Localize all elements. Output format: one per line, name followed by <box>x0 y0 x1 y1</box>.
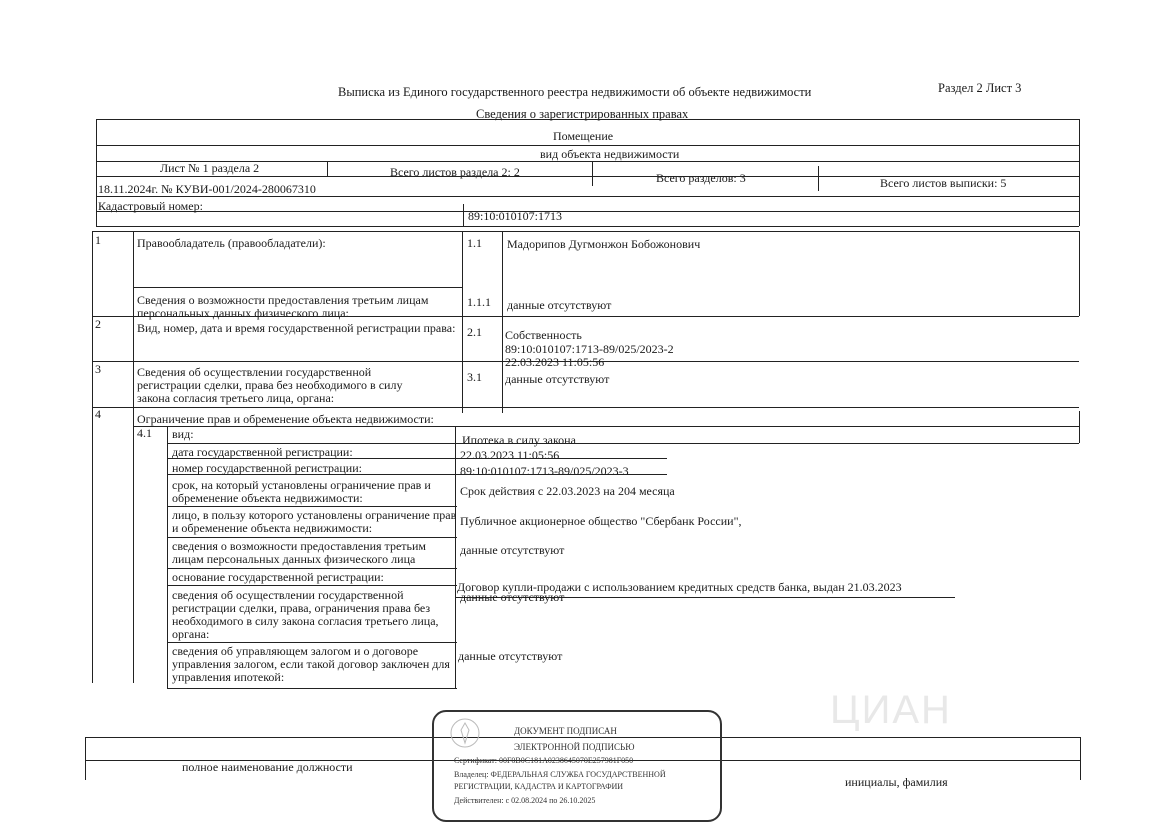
enc-consent-label: сведения об осуществлении государственной регистрации сделки, права, ограничения права без необходимого в силу закона согласия третьего лица, органа: <box>172 588 439 641</box>
enc-type-label: вид: <box>172 427 194 441</box>
consent-label: Сведения об осуществлении государственной регистрации сделки, права без необходимого в силу закона согласия третьего лица, органа: <box>137 365 403 405</box>
stamp-validity: Действителен: с 02.08.2024 по 26.10.2025 <box>454 796 596 805</box>
section-sheet: Раздел 2 Лист 3 <box>938 81 1022 95</box>
personal-data-label: Сведения о возможности предоставления третьим лицам персональных данных физического лица: <box>137 293 429 320</box>
document-subtitle: Сведения о зарегистрированных правах <box>476 107 689 121</box>
enc-pledge-manager-value: данные отсутствуют <box>458 649 563 663</box>
row-2-number: 2 <box>95 317 101 331</box>
total-sections: Всего разделов: 3 <box>656 171 746 185</box>
row-3-number: 3 <box>95 362 101 376</box>
document-reference: 18.11.2024г. № КУВИ-001/2024-280067310 <box>98 182 316 196</box>
watermark: ЦИАН <box>830 688 952 732</box>
e-signature-stamp <box>432 710 722 822</box>
stamp-owner2: РЕГИСТРАЦИИ, КАДАСТРА И КАРТОГРАФИИ <box>454 782 624 791</box>
enc-basis-value: Договор купли-продажи с использованием кредитных средств банка, выдан 21.03.2023 <box>457 580 902 594</box>
ownership-date: 22.03.2023 11:05:56 <box>505 355 605 369</box>
row-1-number: 1 <box>95 233 101 247</box>
enc-personal-data-value: данные отсутствуют <box>460 543 565 557</box>
stamp-line1: ДОКУМЕНТ ПОДПИСАН <box>514 726 617 736</box>
rightholder-name: Мадорипов Дугмонжон Бобожонович <box>507 237 701 251</box>
object-type-caption: вид объекта недвижимости <box>540 147 680 161</box>
sheet-number: Лист № 1 раздела 2 <box>160 161 260 175</box>
name-caption: инициалы, фамилия <box>845 775 948 789</box>
row-2-sub: 2.1 <box>467 325 482 339</box>
cadastral-label: Кадастровый номер: <box>98 199 203 213</box>
enc-type-value: Ипотека в силу закона <box>462 433 576 447</box>
registration-label: Вид, номер, дата и время государственной регистрации права: <box>137 321 456 335</box>
enc-term-label: срок, на который установлены ограничение прав и обременение объекта недвижимости: <box>172 478 431 505</box>
stamp-owner: Владелец: ФЕДЕРАЛЬНАЯ СЛУЖБА ГОСУДАРСТВЕННОЙ <box>454 770 666 779</box>
ownership-number: 89:10:010107:1713-89/025/2023-2 <box>505 342 674 356</box>
enc-pledge-manager-label: сведения об управляющем залогом и о договоре управления залогом, если такой договор заключен для управления ипотекой: <box>172 644 450 684</box>
enc-beneficiary-label: лицо, в пользу которого установлены ограничение прав и обременение объекта недвижимости: <box>172 508 457 535</box>
row-3-sub: 3.1 <box>467 370 482 384</box>
rightholder-label: Правообладатель (правообладатели): <box>137 236 326 250</box>
enc-date-label: дата государственной регистрации: <box>172 445 353 459</box>
row-1-1-1-sub: 1.1.1 <box>467 295 491 309</box>
enc-basis-label: основание государственной регистрации: <box>172 570 384 584</box>
position-caption: полное наименование должности <box>182 760 353 774</box>
enc-beneficiary-value: Публичное акционерное общество "Сбербанк России", <box>460 514 742 528</box>
stamp-line2: ЭЛЕКТРОННОЙ ПОДПИСЬЮ <box>514 742 635 752</box>
cadastral-value: 89:10:010107:1713 <box>468 209 563 223</box>
row-4-number: 4 <box>95 407 101 421</box>
total-sheets-section: Всего листов раздела 2: 2 <box>390 165 520 179</box>
emblem-icon <box>448 716 482 750</box>
encumbrance-sub: 4.1 <box>137 426 152 440</box>
enc-number-label: номер государственной регистрации: <box>172 461 362 475</box>
personal-data-value: данные отсутствуют <box>507 298 612 312</box>
ownership-type: Собственность <box>505 328 582 342</box>
object-type: Помещение <box>553 129 614 143</box>
encumbrance-label: Ограничение прав и обременение объекта недвижимости: <box>137 412 434 426</box>
enc-personal-data-label: сведения о возможности предоставления третьим лицам персональных данных физического лица <box>172 539 427 566</box>
enc-consent-value: данные отсутствуют <box>460 590 565 604</box>
enc-date-value: 22.03.2023 11:05:56 <box>460 448 560 462</box>
enc-term-value: Срок действия с 22.03.2023 на 204 месяца <box>460 484 675 498</box>
total-sheets-extract: Всего листов выписки: 5 <box>880 176 1007 190</box>
stamp-certificate: Сертификат: 00F0B0C181A0238645070E257981F050 <box>454 756 634 765</box>
row-1-sub: 1.1 <box>467 236 482 250</box>
document-title: Выписка из Единого государственного реестра недвижимости об объекте недвижимости <box>338 85 812 99</box>
enc-number-value: 89:10:010107:1713-89/025/2023-3 <box>460 464 629 478</box>
consent-value: данные отсутствуют <box>505 372 610 386</box>
